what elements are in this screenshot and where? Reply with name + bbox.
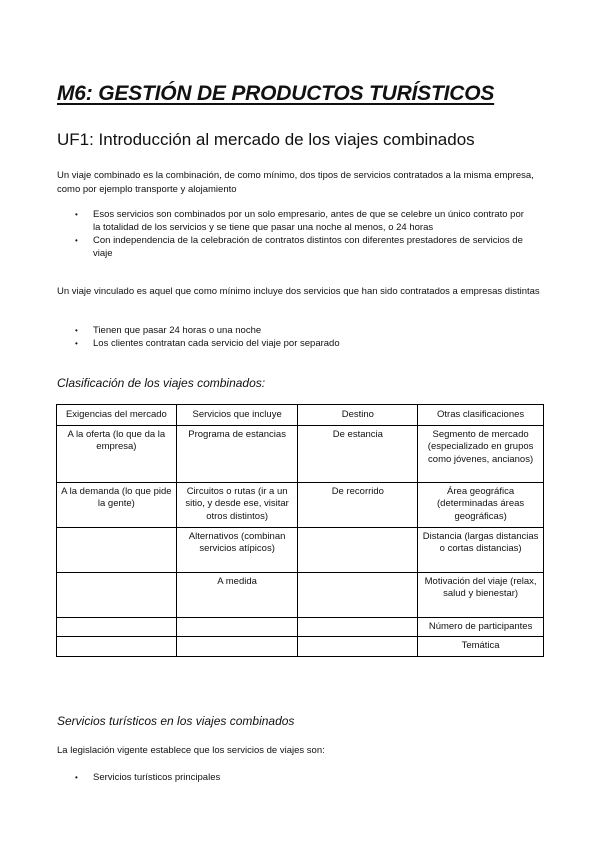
table-cell: Circuitos o rutas (ir a un sitio, y desde ese, visitar otros distintos) <box>176 482 298 527</box>
table-cell <box>298 617 418 637</box>
table-header: Servicios que incluye <box>176 405 298 426</box>
services-heading: Servicios turísticos en los viajes combinados <box>57 714 295 728</box>
table-cell <box>298 637 418 657</box>
services-bullet-list <box>57 771 527 784</box>
table-cell: Programa de estancias <box>176 425 298 482</box>
classification-heading: Clasificación de los viajes combinados: <box>57 376 266 390</box>
linked-bullet-list <box>57 324 527 350</box>
table-cell: Distancia (largas distancias o cortas distancias) <box>418 527 544 572</box>
table-row <box>57 637 544 657</box>
table-cell <box>176 637 298 657</box>
table-cell <box>298 572 418 617</box>
unit-title: UF1: Introducción al mercado de los viajes combinados <box>57 130 475 149</box>
table-cell <box>57 637 177 657</box>
table-cell: Número de participantes <box>418 617 544 637</box>
table-cell: Área geográfica (determinadas áreas geográficas) <box>418 482 544 527</box>
list-item: • Los clientes contratan cada servicio del viaje por separado <box>57 337 527 350</box>
table-cell <box>57 527 177 572</box>
intro-paragraph: Un viaje combinado es la combinación, de como mínimo, dos tipos de servicios contratados a la misma empresa, como por ejemplo transporte y alojamiento <box>57 170 534 195</box>
table-header: Otras clasificaciones <box>418 405 544 426</box>
list-item: • Con independencia de la celebración de contratos distintos con diferentes prestadores de servicios de viaje <box>57 234 527 260</box>
services-paragraph: La legislación vigente establece que los servicios de viajes son: <box>57 745 325 756</box>
table-cell <box>57 617 177 637</box>
list-item: • Esos servicios son combinados por un solo empresario, antes de que se celebre un único contrato por la totalidad de los servicios y se tiene que pasar una noche al menos, o 24 horas <box>57 208 527 234</box>
table-cell: A la oferta (lo que da la empresa) <box>57 425 177 482</box>
table-row <box>57 482 544 527</box>
table-row <box>57 617 544 637</box>
intro-bullet-list <box>57 208 527 260</box>
table-cell <box>298 527 418 572</box>
document-title: M6: GESTIÓN DE PRODUCTOS TURÍSTICOS <box>57 82 495 105</box>
table-cell <box>57 572 177 617</box>
table-cell <box>176 617 298 637</box>
table-cell: Alternativos (combinan servicios atípicos) <box>176 527 298 572</box>
table-cell: Motivación del viaje (relax, salud y bienestar) <box>418 572 544 617</box>
classification-table <box>56 404 544 657</box>
list-item: • Servicios turísticos principales <box>57 771 527 784</box>
list-item: • Tienen que pasar 24 horas o una noche <box>57 324 527 337</box>
table-cell: Segmento de mercado (especializado en grupos como jóvenes, ancianos) <box>418 425 544 482</box>
table-cell: A la demanda (lo que pide la gente) <box>57 482 177 527</box>
table-cell: Temática <box>418 637 544 657</box>
table-row <box>57 572 544 617</box>
table-row <box>57 527 544 572</box>
linked-paragraph: Un viaje vinculado es aquel que como mínimo incluye dos servicios que han sido contratados a empresas distintas <box>57 286 540 297</box>
table-row <box>57 425 544 482</box>
table-cell: De recorrido <box>298 482 418 527</box>
table-header: Exigencias del mercado <box>57 405 177 426</box>
table-header-row <box>57 405 544 426</box>
table-cell: A medida <box>176 572 298 617</box>
table-header: Destino <box>298 405 418 426</box>
table-cell: De estancia <box>298 425 418 482</box>
